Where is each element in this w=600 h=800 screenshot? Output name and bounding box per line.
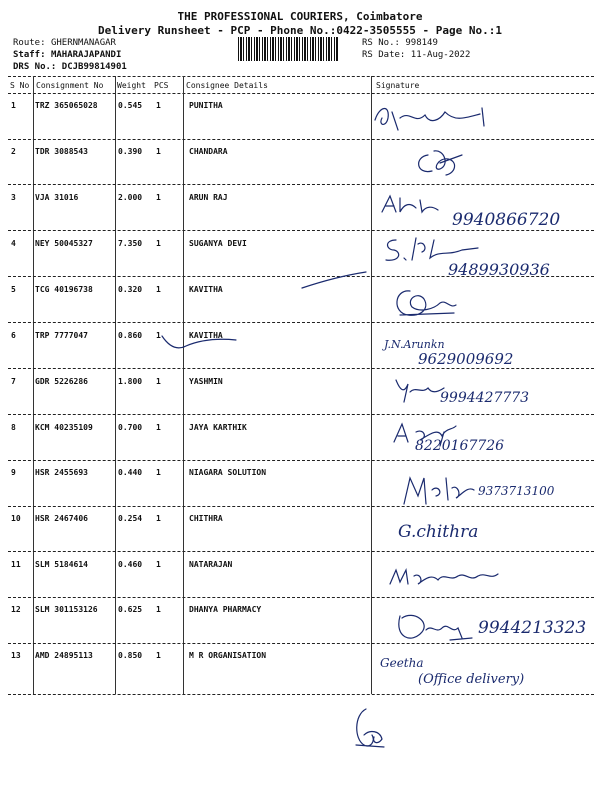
row-rule	[8, 230, 594, 231]
row-sno: 8	[11, 423, 16, 432]
row-consignment: NEY 50045327	[35, 239, 93, 248]
signature-7-phone: 9994427773	[440, 390, 530, 406]
row-rule	[8, 597, 594, 598]
row-consignment: TRP 7777047	[35, 331, 88, 340]
table-top-rule	[8, 76, 594, 77]
row-sno: 1	[11, 101, 16, 110]
signature-6-name: J.N.Arunkn	[384, 338, 445, 351]
staff-value: MAHARAJAPANDI	[50, 50, 122, 60]
runsheet-subtitle: Delivery Runsheet - PCP - Phone No.:0422-3505555 - Page No.:1	[98, 24, 502, 37]
row-weight: 0.860	[118, 331, 143, 340]
row-consignee: YASHMIN	[189, 377, 223, 386]
route-line	[13, 38, 116, 48]
row-rule	[8, 184, 594, 185]
rs-date-label: RS Date:	[362, 50, 406, 60]
col-divider	[183, 76, 184, 694]
row-pcs: 1	[156, 560, 161, 569]
row-rule	[8, 414, 594, 415]
row-weight: 0.700	[118, 423, 143, 432]
row-consignee: NATARAJAN	[189, 560, 233, 569]
row-pcs: 1	[156, 423, 161, 432]
row-pcs: 1	[156, 101, 161, 110]
signature-1	[370, 100, 520, 140]
row-sno: 12	[11, 605, 21, 614]
row-weight: 0.460	[118, 560, 143, 569]
row-consignee: CHANDARA	[189, 147, 228, 156]
row-consignee: M R ORGANISATION	[189, 651, 267, 660]
row-weight: 0.440	[118, 468, 143, 477]
row-sno: 10	[11, 514, 21, 523]
row-pcs: 1	[156, 239, 161, 248]
row-sno: 3	[11, 193, 16, 202]
col-header-pcs: PCS	[154, 81, 169, 90]
row-consignment: KCM 40235109	[35, 423, 93, 432]
drs-line	[13, 62, 127, 72]
row-consignee: ARUN RAJ	[189, 193, 228, 202]
drs-value: DCJB99814901	[61, 62, 127, 72]
row-consignment: VJA 31016	[35, 193, 79, 202]
rs-date-line	[362, 50, 470, 60]
signature-4-phone: 9489930936	[448, 260, 550, 279]
row-rule	[8, 368, 594, 369]
row-weight: 0.850	[118, 651, 143, 660]
row-consignment: AMD 24895113	[35, 651, 93, 660]
row-pcs: 1	[156, 377, 161, 386]
row-weight: 0.320	[118, 285, 143, 294]
signature-7	[392, 376, 447, 406]
signature-9	[400, 472, 490, 507]
row-pcs: 1	[156, 193, 161, 202]
signature-12-phone: 9944213323	[478, 618, 587, 638]
row-sno: 4	[11, 239, 16, 248]
signature-9-phone: 9373713100	[478, 484, 555, 498]
table-bottom-rule	[8, 694, 594, 695]
row-consignment: TDR 3088543	[35, 147, 88, 156]
staff-signature	[350, 705, 390, 750]
col-header-consignee: Consignee Details	[186, 81, 268, 90]
signature-6-phone: 9629009692	[418, 350, 514, 368]
row-sno: 13	[11, 651, 21, 660]
row-consignment: SLM 5184614	[35, 560, 88, 569]
signature-11	[386, 562, 506, 592]
row-consignment: HSR 2455693	[35, 468, 88, 477]
row-consignee: PUNITHA	[189, 101, 223, 110]
staff-label: Staff:	[13, 50, 46, 60]
row-consignee: NIAGARA SOLUTION	[189, 468, 267, 477]
col-divider	[33, 76, 34, 694]
row-consignee: KAVITHA	[189, 285, 223, 294]
signature-13-line1: Geetha	[380, 656, 424, 670]
col-header-consignment: Consignment No	[36, 81, 104, 90]
row-consignee: CHITHRA	[189, 514, 223, 523]
stray-pen-stroke	[300, 268, 370, 293]
col-divider	[371, 76, 372, 694]
row-rule	[8, 643, 594, 644]
runsheet-title: THE PROFESSIONAL COURIERS, Coimbatore	[177, 10, 423, 23]
signature-2	[410, 145, 480, 180]
col-header-signature: Signature	[376, 81, 420, 90]
signature-12	[392, 608, 482, 648]
signature-13-line2: (Office delivery)	[418, 672, 525, 687]
route-value: GHERNMANAGAR	[50, 38, 116, 48]
row-consignment: TCG 40196738	[35, 285, 93, 294]
col-header-sno: S No	[10, 81, 30, 90]
signature-10-name: G.chithra	[398, 522, 479, 542]
barcode	[238, 37, 338, 61]
col-divider	[115, 76, 116, 694]
staff-line	[13, 50, 121, 60]
signature-3-phone: 9940866720	[452, 210, 561, 230]
drs-label: DRS No.:	[13, 62, 57, 72]
row-consignment: GDR 5226286	[35, 377, 88, 386]
row-sno: 2	[11, 147, 16, 156]
row-rule	[8, 322, 594, 323]
row-consignment: TRZ 365065028	[35, 101, 98, 110]
row-sno: 11	[11, 560, 21, 569]
row-sno: 7	[11, 377, 16, 386]
row-sno: 6	[11, 331, 16, 340]
row-pcs: 1	[156, 605, 161, 614]
signature-8-phone: 8220167726	[415, 438, 505, 454]
row-weight: 2.000	[118, 193, 143, 202]
signature-5	[390, 285, 460, 320]
rs-no-line	[362, 38, 438, 48]
row-weight: 0.545	[118, 101, 143, 110]
row-pcs: 1	[156, 468, 161, 477]
row-consignee: SUGANYA DEVI	[189, 239, 247, 248]
row-pcs: 1	[156, 331, 161, 340]
row-pcs: 1	[156, 285, 161, 294]
row-consignment: SLM 301153126	[35, 605, 98, 614]
col-header-weight: Weight	[117, 81, 146, 90]
rs-no-value: 998149	[405, 38, 438, 48]
rs-no-label: RS No.:	[362, 38, 400, 48]
row-rule	[8, 551, 594, 552]
row-sno: 5	[11, 285, 16, 294]
row-weight: 0.254	[118, 514, 143, 523]
route-label: Route:	[13, 38, 46, 48]
row-weight: 0.390	[118, 147, 143, 156]
table-header-rule	[8, 93, 594, 94]
row-weight: 1.800	[118, 377, 143, 386]
row-weight: 7.350	[118, 239, 143, 248]
row-weight: 0.625	[118, 605, 143, 614]
signature-3	[378, 192, 458, 217]
row-rule	[8, 506, 594, 507]
stray-pen-stroke	[160, 330, 240, 355]
row-consignee: KAVITHA	[189, 331, 223, 340]
rs-date-value: 11-Aug-2022	[410, 50, 471, 60]
row-rule	[8, 460, 594, 461]
row-consignment: HSR 2467406	[35, 514, 88, 523]
row-consignee: JAYA KARTHIK	[189, 423, 247, 432]
row-pcs: 1	[156, 651, 161, 660]
row-sno: 9	[11, 468, 16, 477]
row-pcs: 1	[156, 147, 161, 156]
row-consignee: DHANYA PHARMACY	[189, 605, 262, 614]
row-pcs: 1	[156, 514, 161, 523]
